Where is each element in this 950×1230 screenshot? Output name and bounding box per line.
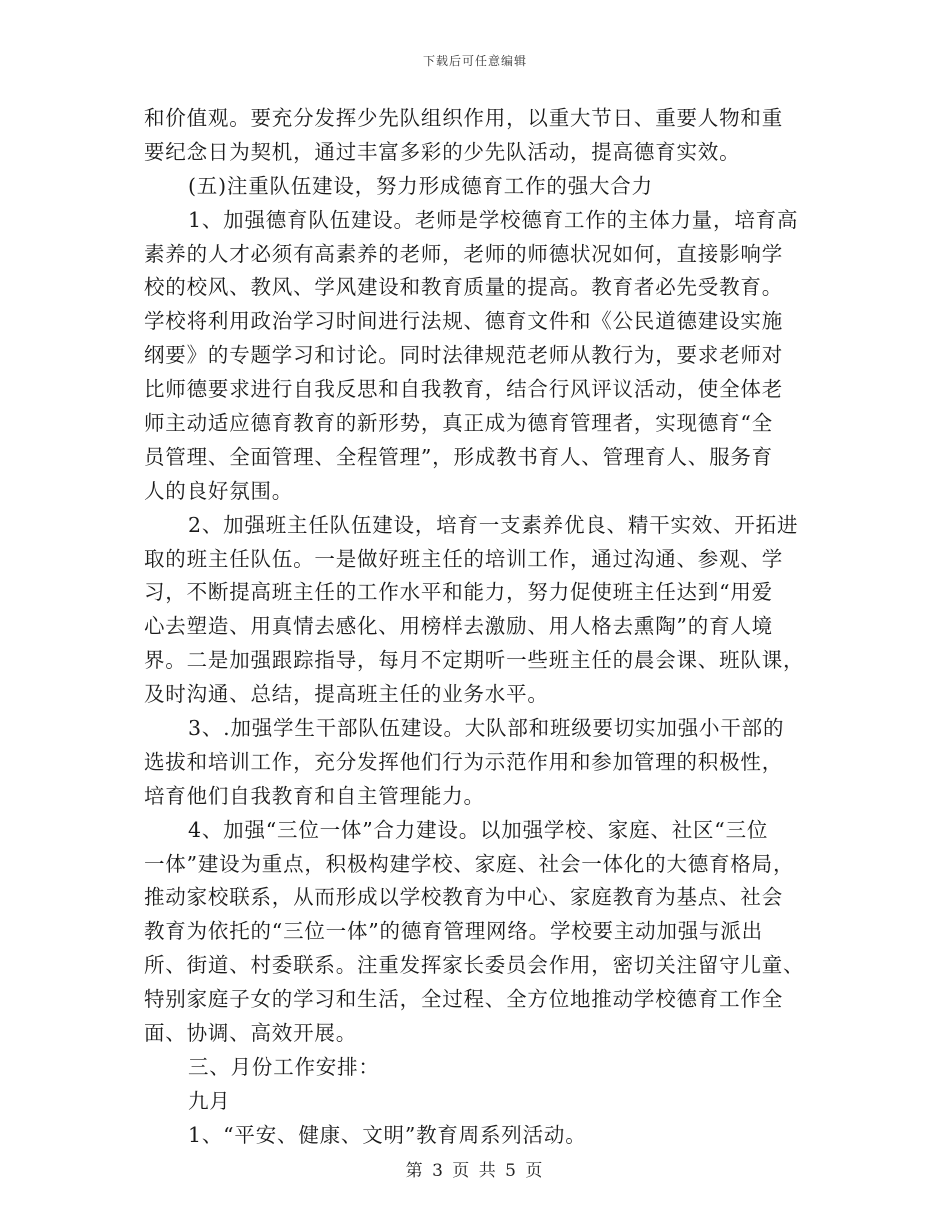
text-line: 特别家庭子女的学习和生活，全过程、全方位地推动学校德育工作全 bbox=[144, 987, 783, 1012]
text-line: 面、协调、高效开展。 bbox=[144, 1021, 357, 1046]
text-line: 1、“平安、健康、文明”教育周系列活动。 bbox=[188, 1122, 587, 1147]
page-header: 下载后可任意编辑 bbox=[422, 54, 527, 68]
text-line: 及时沟通、总结，提高班主任的业务水平。 bbox=[144, 682, 549, 707]
text-line: 4、加强“三位一体”合力建设。以加强学校、家庭、社区“三位 bbox=[188, 817, 769, 842]
text-line: 心去塑造、用真情去感化、用榜样去激励、用人格去熏陶”的育人境 bbox=[144, 614, 773, 639]
document-body bbox=[144, 102, 812, 1153]
text-line: 所、街道、村委联系。注重发挥家长委员会作用，密切关注留守儿童、 bbox=[144, 953, 805, 978]
text-line: 界。二是加强跟踪指导，每月不定期听一些班主任的晨会课、班队课， bbox=[144, 648, 805, 673]
text-line: 一体”建设为重点，积极构建学校、家庭、社会一体化的大德育格局， bbox=[144, 851, 795, 876]
text-line: 3、.加强学生干部队伍建设。大队部和班级要切实加强小干部的 bbox=[188, 716, 785, 741]
text-line: 推动家校联系，从而形成以学校教育为中心、家庭教育为基点、社会 bbox=[144, 885, 783, 910]
text-line: 和价值观。要充分发挥少先队组织作用，以重大节日、重要人物和重 bbox=[144, 106, 783, 130]
text-line: 纲要》的专题学习和讨论。同时法律规范老师从教行为，要求老师对 bbox=[144, 343, 783, 368]
text-line: 比师德要求进行自我反思和自我教育，结合行风评议活动，使全体老 bbox=[144, 377, 783, 402]
text-line: 学校将利用政治学习时间进行法规、德育文件和《公民道德建设实施 bbox=[144, 309, 783, 334]
text-line: 校的校风、教风、学风建设和教育质量的提高。教育者必先受教育。 bbox=[144, 275, 783, 300]
text-line: 教育为依托的“三位一体”的德育管理网络。学校要主动加强与派出 bbox=[144, 919, 763, 944]
text-line: 素养的人才必须有高素养的老师，老师的师德状况如何，直接影响学 bbox=[144, 241, 783, 266]
text-line: 选拔和培训工作，充分发挥他们行为示范作用和参加管理的积极性， bbox=[144, 749, 783, 774]
text-line: 习，不断提高班主任的工作水平和能力，努力促使班主任达到“用爱 bbox=[144, 580, 773, 605]
text-line: 2、加强班主任队伍建设，培育一支素养优良、精干实效、开拓进 bbox=[188, 512, 799, 537]
text-line: 人的良好氛围。 bbox=[144, 478, 294, 503]
page-footer: 第 3 页 共 5 页 bbox=[405, 1161, 545, 1181]
text-line: 要纪念日为契机，通过丰富多彩的少先队活动，提高德育实效。 bbox=[144, 139, 741, 164]
text-line: 培育他们自我教育和自主管理能力。 bbox=[144, 783, 485, 808]
text-line: 取的班主任队伍。一是做好班主任的培训工作，通过沟通、参观、学 bbox=[144, 546, 783, 571]
text-line: 九月 bbox=[188, 1088, 231, 1113]
text-line: 师主动适应德育教育的新形势，真正成为德育管理者，实现德育“全 bbox=[144, 411, 773, 436]
text-line: 1、加强德育队伍建设。老师是学校德育工作的主体力量，培育高 bbox=[188, 207, 799, 232]
text-line: 员管理、全面管理、全程管理”，形成教书育人、管理育人、服务育 bbox=[144, 444, 773, 469]
text-line: (五)注重队伍建设，努力形成德育工作的强大合力 bbox=[188, 173, 653, 198]
text-line: 三、月份工作安排： bbox=[188, 1054, 380, 1079]
